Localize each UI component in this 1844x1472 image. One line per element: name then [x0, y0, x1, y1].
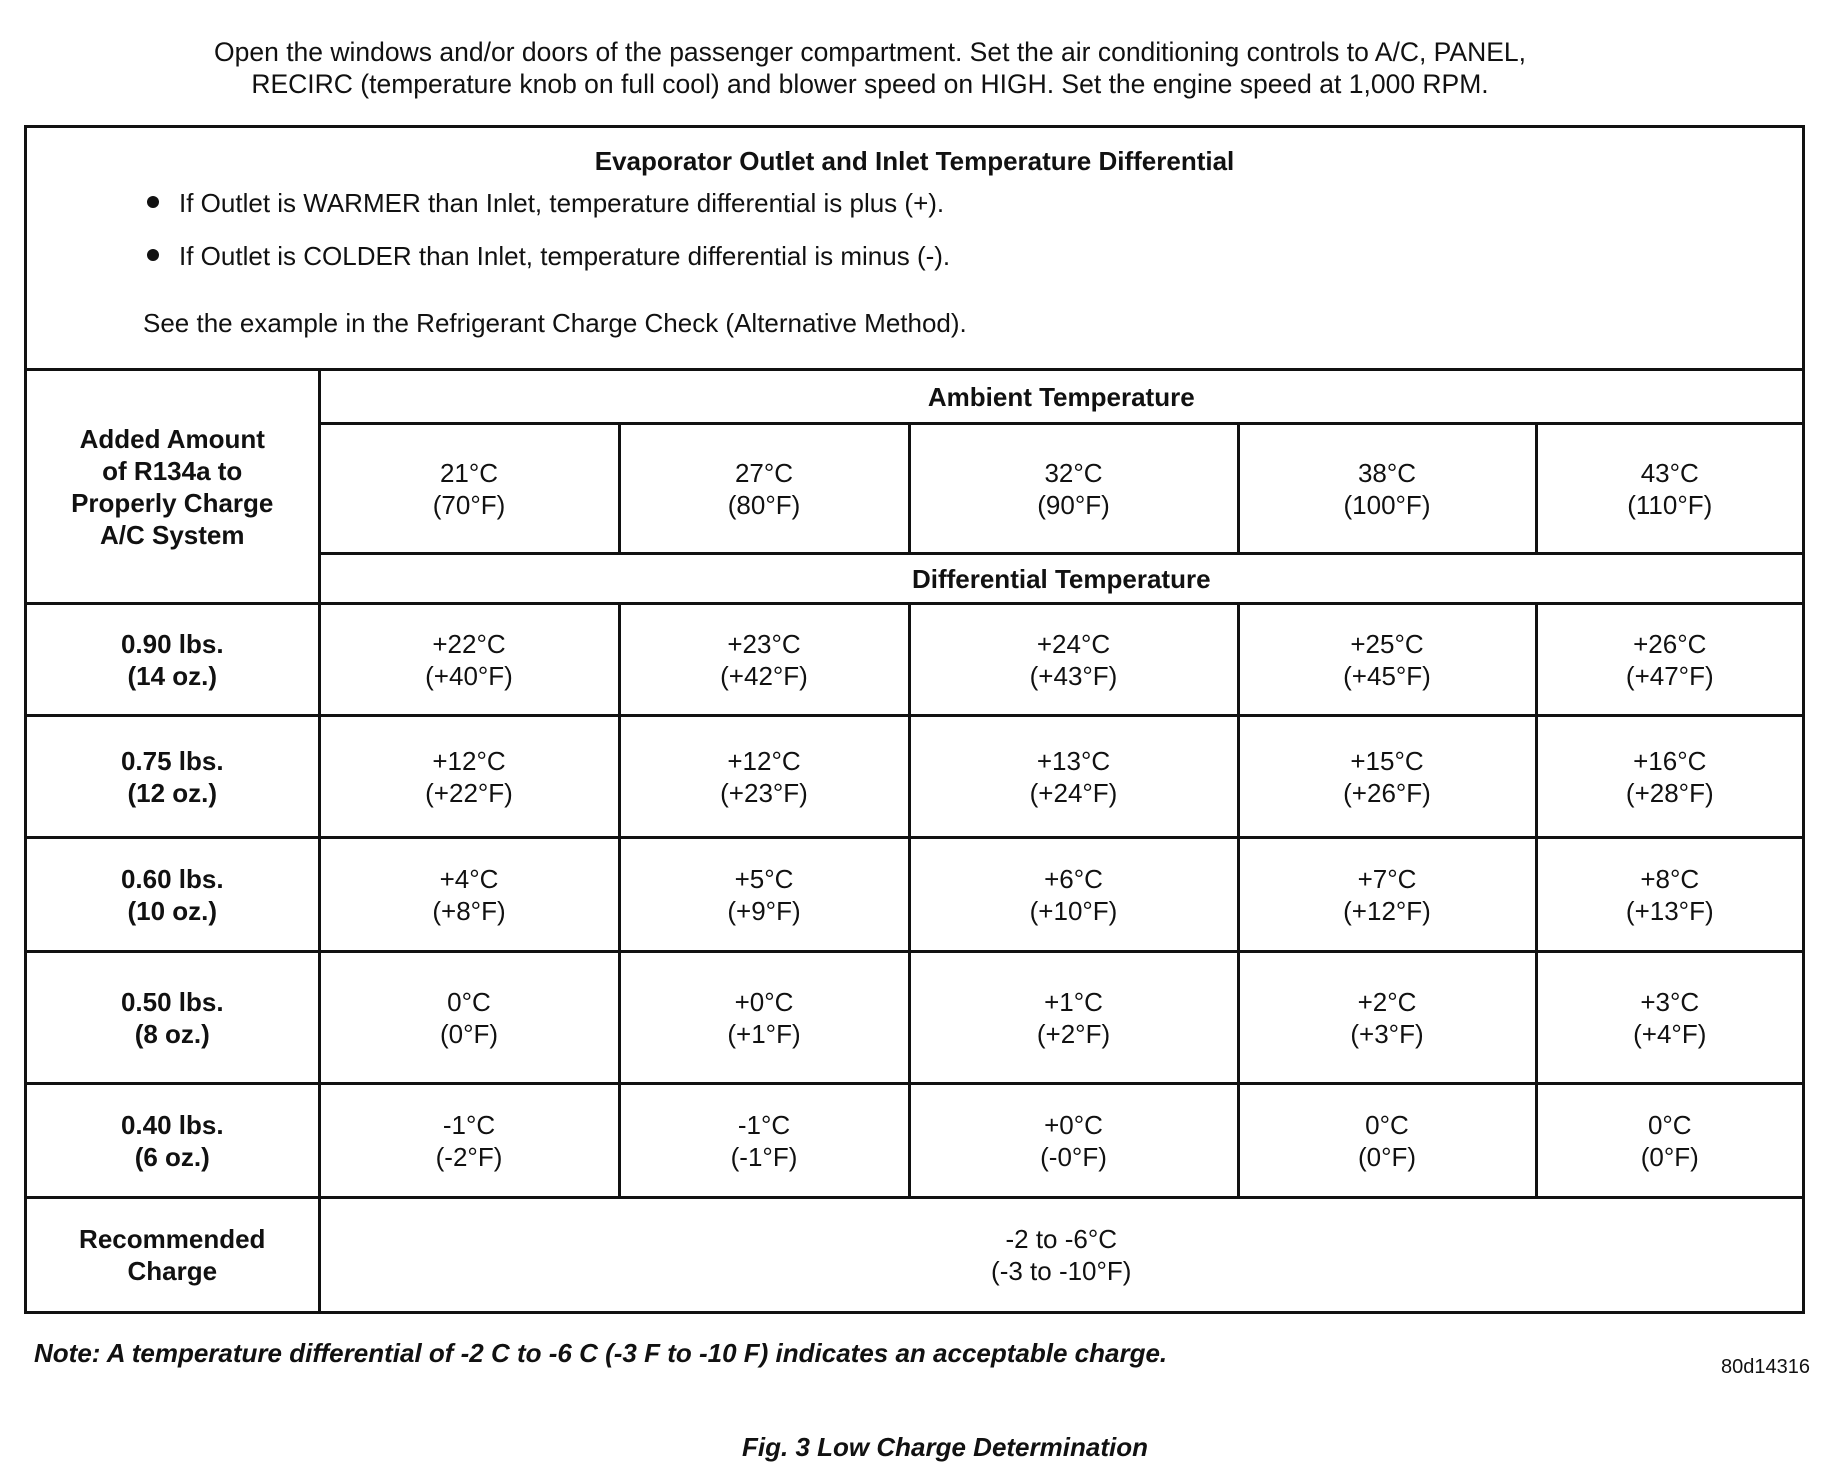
acceptable-charge-note: Note: A temperature differential of -2 C to -6 C (-3 F to -10 F) indicates an acceptable charge. [34, 1338, 1168, 1368]
bullet-warmer [147, 188, 944, 219]
charge-amount-cell: 0.50 lbs. (8 oz.) [27, 952, 319, 1084]
differential-cell: +13°C (+24°F) [909, 716, 1238, 838]
ambient-cell: 43°C (110°F) [1536, 424, 1802, 554]
bullet-text: If Outlet is WARMER than Inlet, temperature differential is plus (+). [179, 188, 945, 218]
ambient-cell: 32°C (90°F) [909, 424, 1238, 554]
charge-amount-cell: 0.75 lbs. (12 oz.) [27, 716, 319, 838]
see-example-text: See the example in the Refrigerant Charge Check (Alternative Method). [143, 308, 967, 338]
ambient-cell: 27°C (80°F) [619, 424, 909, 554]
differential-cell: 0°C (0°F) [1536, 1084, 1802, 1198]
differential-cell: +0°C (-0°F) [909, 1084, 1238, 1198]
differential-cell: +23°C (+42°F) [619, 604, 909, 716]
table-row [27, 604, 1802, 716]
differential-cell: +0°C (+1°F) [619, 952, 909, 1084]
row-header-line: Properly Charge [71, 487, 274, 518]
table-row [27, 952, 1802, 1084]
differential-cell: +12°C (+22°F) [319, 716, 619, 838]
figure-caption: Fig. 3 Low Charge Determination [742, 1432, 1148, 1462]
differential-cell: +12°C (+23°F) [619, 716, 909, 838]
differential-cell: +7°C (+12°F) [1238, 838, 1536, 952]
differential-cell: +24°C (+43°F) [909, 604, 1238, 716]
bullet-dot-icon [147, 196, 159, 208]
chart-frame [24, 125, 1805, 1314]
table-row [27, 838, 1802, 952]
recommended-value-cell: -2 to -6°C (-3 to -10°F) [319, 1198, 1802, 1311]
ambient-cell: 21°C (70°F) [319, 424, 619, 554]
differential-temperature-header: Differential Temperature [319, 554, 1802, 604]
differential-cell: 0°C (0°F) [319, 952, 619, 1084]
charge-table [27, 368, 1802, 1311]
intro-line-1: Open the windows and/or doors of the passenger compartment. Set the air conditioning controls to A/C, PANEL, [214, 37, 1526, 67]
differential-cell: -1°C (-1°F) [619, 1084, 909, 1198]
row-header-line: Added Amount [79, 423, 265, 454]
recommended-label-cell: Recommended Charge [27, 1198, 319, 1311]
table-row [27, 716, 1802, 838]
differential-cell: -1°C (-2°F) [319, 1084, 619, 1198]
intro-line-2: RECIRC (temperature knob on full cool) and blower speed on HIGH. Set the engine speed at 1,000 RPM. [251, 69, 1489, 99]
differential-cell: +8°C (+13°F) [1536, 838, 1802, 952]
charge-amount-cell: 0.60 lbs. (10 oz.) [27, 838, 319, 952]
table-row [27, 1084, 1802, 1198]
differential-header [27, 128, 1802, 371]
recommended-row [27, 1198, 1802, 1311]
differential-cell: +22°C (+40°F) [319, 604, 619, 716]
intro-instructions [0, 36, 1740, 100]
differential-cell: +1°C (+2°F) [909, 952, 1238, 1084]
differential-cell: +26°C (+47°F) [1536, 604, 1802, 716]
differential-cell: +25°C (+45°F) [1238, 604, 1536, 716]
ambient-temperature-header: Ambient Temperature [319, 370, 1802, 424]
bullet-dot-icon [147, 249, 159, 261]
differential-cell: +3°C (+4°F) [1536, 952, 1802, 1084]
row-header-line: of R134a to [102, 455, 243, 486]
header-title: Evaporator Outlet and Inlet Temperature Differential [594, 146, 1235, 176]
bullet-colder [147, 241, 950, 272]
differential-cell: +4°C (+8°F) [319, 838, 619, 952]
differential-cell: +16°C (+28°F) [1536, 716, 1802, 838]
differential-cell: +15°C (+26°F) [1238, 716, 1536, 838]
differential-cell: +5°C (+9°F) [619, 838, 909, 952]
figure-id: 80d14316 [1721, 1356, 1810, 1378]
differential-cell: 0°C (0°F) [1238, 1084, 1536, 1198]
charge-amount-cell: 0.90 lbs. (14 oz.) [27, 604, 319, 716]
charge-amount-cell: 0.40 lbs. (6 oz.) [27, 1084, 319, 1198]
differential-cell: +6°C (+10°F) [909, 838, 1238, 952]
row-header-cell [27, 370, 319, 604]
differential-cell: +2°C (+3°F) [1238, 952, 1536, 1084]
row-header-line: A/C System [100, 519, 245, 550]
bullet-text: If Outlet is COLDER than Inlet, temperature differential is minus (-). [179, 241, 951, 271]
ambient-cell: 38°C (100°F) [1238, 424, 1536, 554]
